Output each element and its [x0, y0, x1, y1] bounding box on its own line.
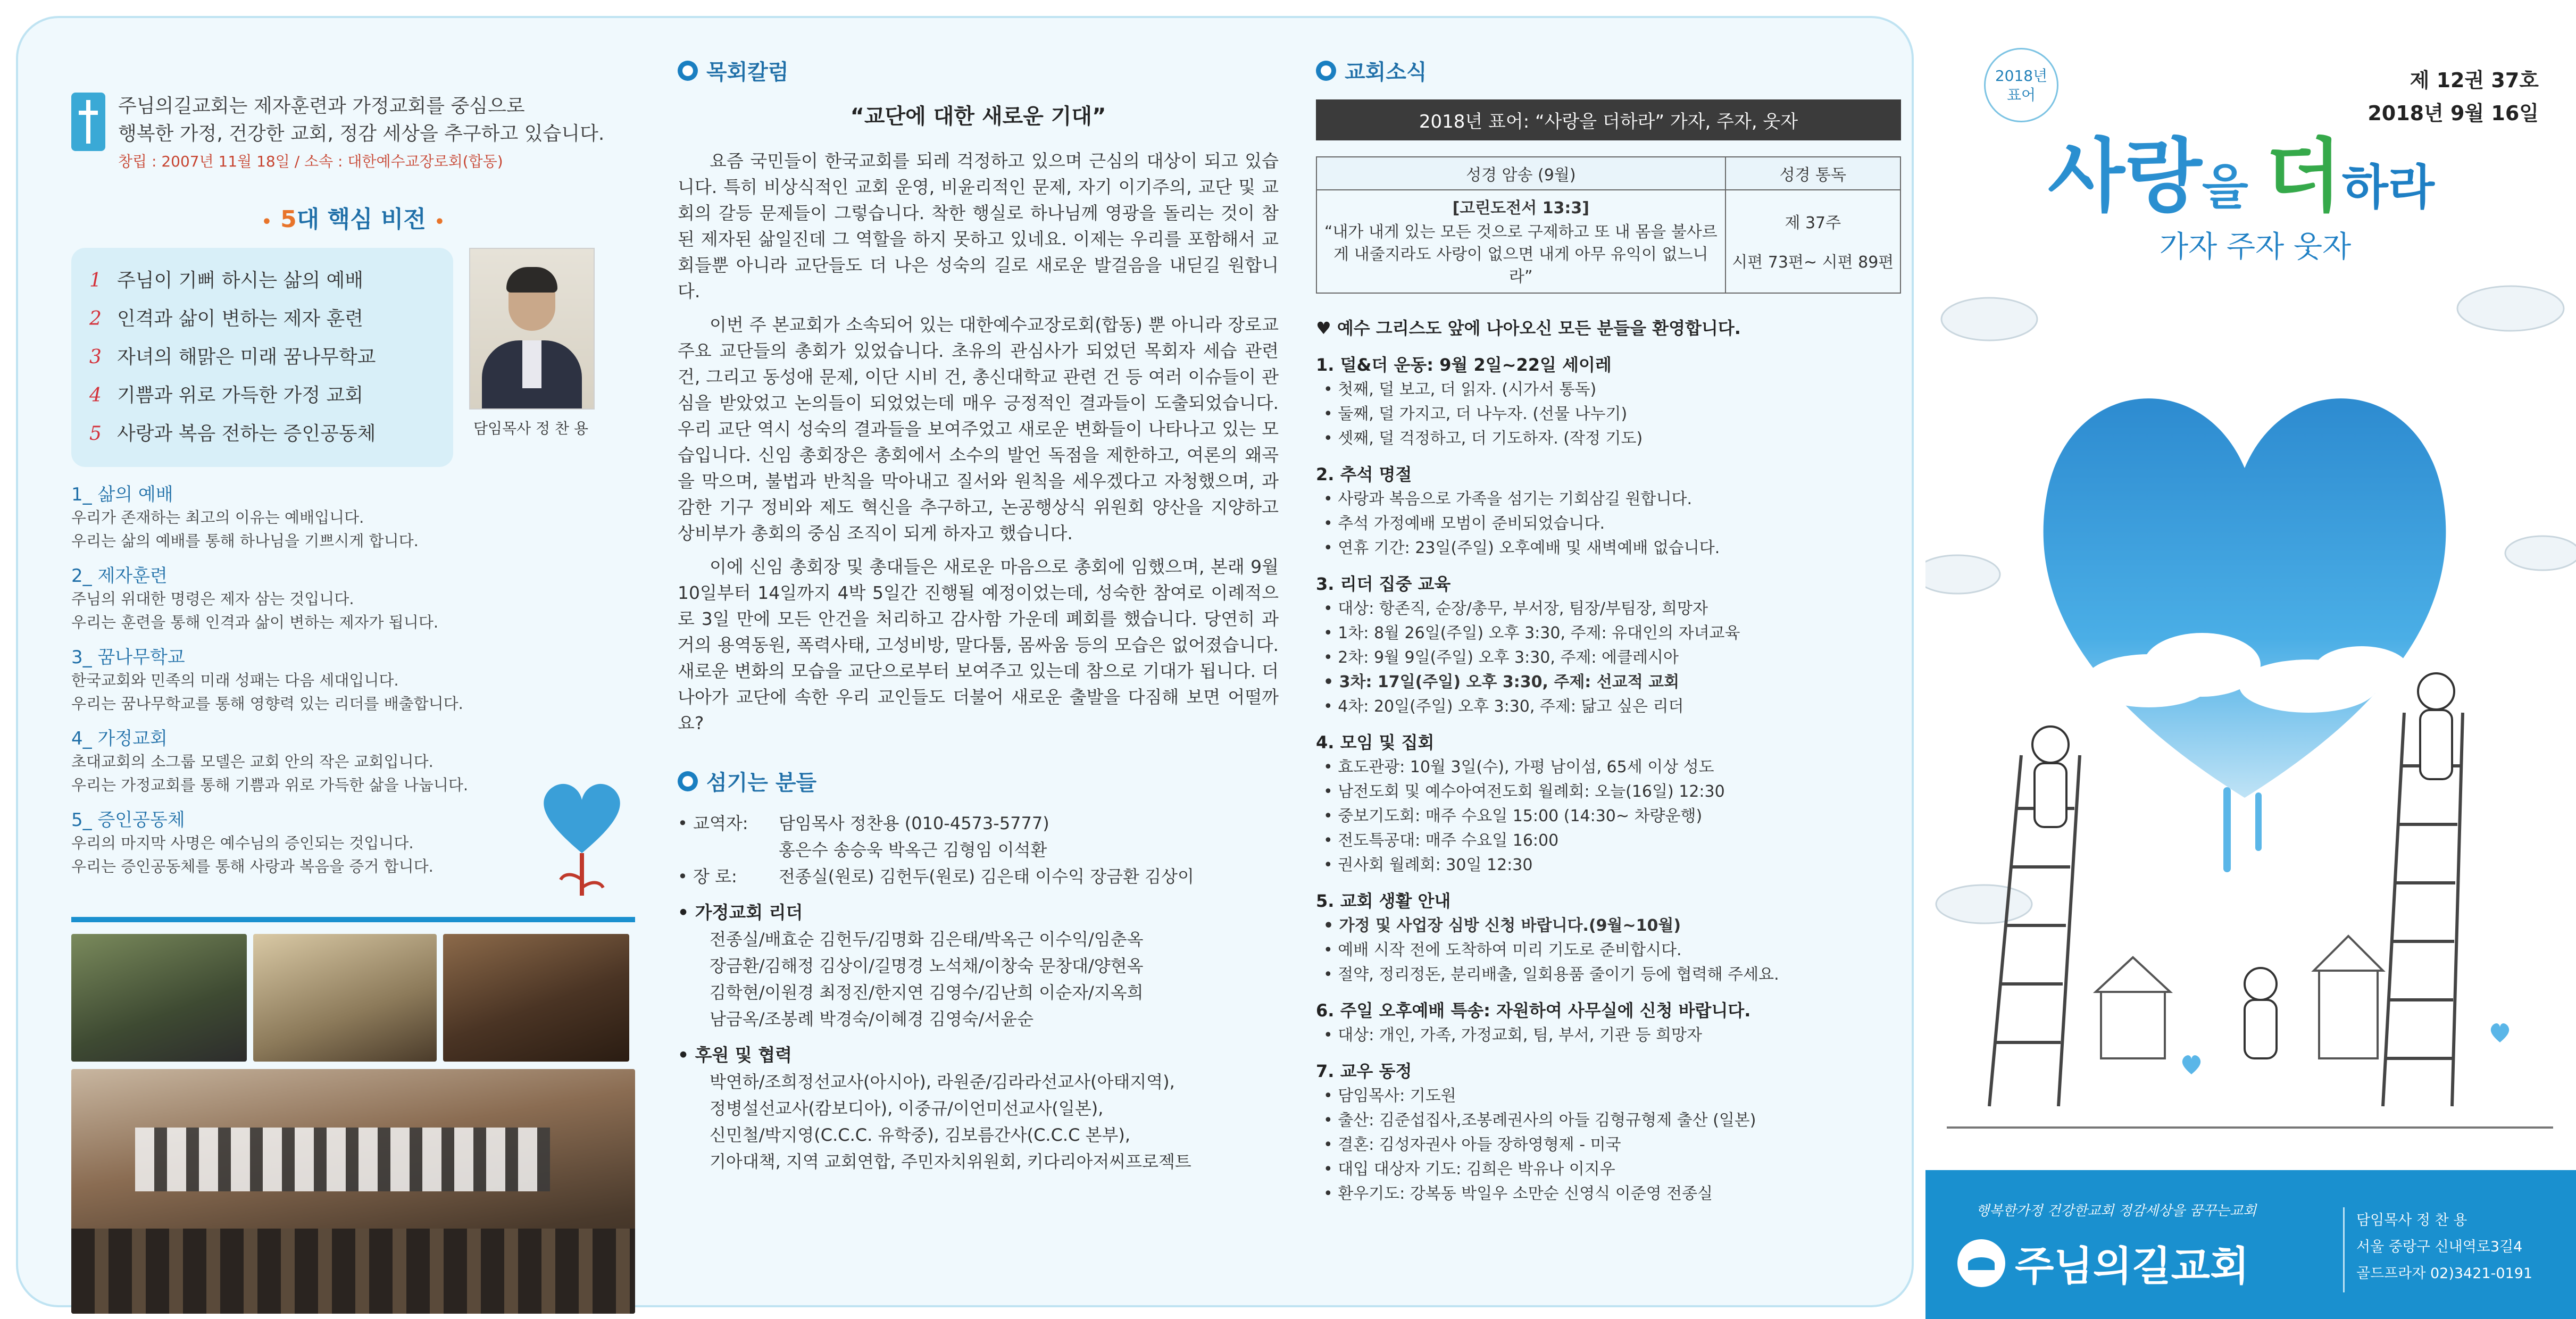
section-bullet-icon [678, 61, 698, 81]
verse-table-header: 성경 통독 [1725, 157, 1900, 190]
news-line: • 추석 가정예배 모범이 준비되었습니다. [1323, 514, 1605, 533]
vision-item [89, 377, 435, 415]
issue-date: 2018년 9월 16일 [2367, 102, 2539, 125]
vision-desc-title: 3_ 꿈나무학교 [71, 647, 185, 668]
vision-title-core: 핵심 [327, 206, 373, 233]
vision-number: 4 [89, 385, 102, 406]
section-title: 목회칼럼 [706, 60, 789, 85]
intro-line-1: 주님의길교회는 제자훈련과 가정교회를 중심으로 [118, 95, 525, 117]
year-badge-year: 2018년 [1995, 67, 2048, 85]
vision-desc-title: 2_ 제자훈련 [71, 565, 168, 587]
section-bullet-icon [678, 771, 698, 791]
vision-number: 2 [89, 308, 102, 330]
news-line: • 담임목사: 기도원 [1323, 1087, 1456, 1105]
intro-line-2: 행복한 가정, 건강한 교회, 정감 세상을 추구하고 있습니다. [118, 123, 605, 145]
section-header [678, 766, 1279, 796]
article-title: “교단에 대한 새로운 기대” [850, 104, 1106, 129]
vision-text: 주님이 기뻐 하시는 삶의 예배 [117, 270, 364, 291]
server-row [678, 810, 1279, 837]
verse-text: “내가 내게 있는 모든 것으로 구제하고 또 내 몸을 불사르게 내줄지라도 사랑이 없으면 내게 아무 유익이 없느니라” [1324, 223, 1718, 286]
vision-desc-line: 우리는 가정교회를 통해 기쁨과 위로 가득한 삶을 나눕니다. [71, 776, 469, 794]
year-badge [1984, 48, 2058, 122]
vision-item [89, 262, 435, 300]
church-name: 주님의길교회 [2015, 1242, 2249, 1290]
news-title: 6. 주일 오후예배 특송: 자원하여 사무실에 신청 바랍니다. [1316, 1000, 1751, 1021]
news-line: • 2차: 9월 9일(주일) 오후 3:30, 주제: 에클레시아 [1323, 648, 1679, 667]
vision-desc-line: 우리는 증인공동체를 통해 사랑과 복음을 증거 합니다. [71, 857, 433, 875]
cover-footer [1925, 1170, 2576, 1319]
vision-desc-line: 우리는 삶의 예배를 통해 하나님을 기쁘시게 합니다. [71, 532, 419, 550]
server-group-title: • 가정교회 리더 [678, 902, 803, 923]
server-row [678, 863, 1279, 890]
news-title: 2. 추석 명절 [1316, 464, 1412, 485]
founding-info: 창립 : 2007년 11월 18일 / 소속 : 대한예수교장로회(합동) [118, 153, 503, 170]
year-badge-label: 표어 [2006, 86, 2036, 104]
server-line: 기아대책, 지역 교회연합, 주민자치위원회, 키다리아저씨프로젝트 [710, 1151, 1191, 1172]
cover-title-particle: 을 [2202, 160, 2265, 215]
pastor-photo [469, 248, 595, 410]
news-line: • 전도특공대: 매주 수요일 16:00 [1323, 831, 1559, 850]
footer-tel: 골드프라자 02)3421-0191 [2356, 1265, 2533, 1282]
vision-item [89, 415, 435, 453]
news-title: 4. 모임 및 집회 [1316, 732, 1435, 753]
news-line: • 예배 시작 전에 도착하여 미리 기도로 준비합시다. [1323, 941, 1682, 959]
intro-meta [118, 150, 604, 171]
server-line: 장금환/김해정 김상이/길명경 노석채/이창숙 문창대/양현옥 [710, 956, 1144, 976]
servers-section [678, 766, 1279, 1175]
paragraph: 이번 주 본교회가 소속되어 있는 대한예수교장로회(합동) 뿐 아니라 장로교 주요 교단들의 총회가 있었습니다. 초유의 관심사가 되었던 목회자 세습 관련 건, 그리고 동성애 문제, 이단 시비 건, 총신대학교 관련 건 등 여러 이슈들이 관심을 받았었고 논의들이 되었었는데 매우 긍정적인 결과들이 도출되었습니다. 우리 교단 역시 성숙의 결과들을 보여주었고 새로운 변화들이 나타나고 있는 모습입니다. 신임 총회장은 총회에서 소수의 발언 독점을 제한하고, 여론의 왜곡을 막으며, 불법과 반칙을 막아내고 질서와 원칙을 세우겠다고 자청했으며, 과감한 기구 정비와 제도 혁신을 추구하고, 논공행상식 위원회 양산을 지양하고 상비부가 총회의 중심 조직이 되게 하자고 했습니다. [678, 314, 1279, 544]
server-key: • 장 로: [678, 866, 737, 887]
vision-text: 사랑과 복음 전하는 증인공동체 [117, 423, 376, 445]
worship-photo [71, 1069, 635, 1314]
news-title: 1. 덜&더 운동: 9월 2일~22일 세이레 [1316, 355, 1612, 375]
section-title: 섬기는 분들 [706, 771, 817, 795]
server-value: 담임목사 정찬용 (010-4573-5777) [779, 813, 1049, 833]
news-line: • 대상: 개인, 가족, 가정교회, 팀, 부서, 기관 등 희망자 [1323, 1026, 1702, 1045]
reading-week: 제 37주 [1785, 214, 1841, 232]
news-line: • 대입 대상자 기도: 김희은 박유나 이지우 [1323, 1160, 1615, 1179]
server-group-title: • 후원 및 협력 [678, 1045, 792, 1065]
photo-row [71, 934, 635, 1062]
news-line: • 결혼: 김성자권사 아들 장하영형제 - 미국 [1323, 1136, 1621, 1154]
footer-address: 서울 중랑구 신내역로3길4 [2356, 1239, 2523, 1255]
paragraph: 이에 신임 총회장 및 총대들은 새로운 마음으로 총회에 임했으며, 본래 9월 10일부터 14일까지 4박 5일간 진행될 예정이었는데, 성숙한 참여로 이례적으로 3일 만에 모든 안건을 처리하고 감사함 가운데 폐회를 했습니다. 당연히 과거의 용역동원, 폭력사태, 고성비방, 말다툼, 몸싸움 등의 모습은 없어졌습니다. 새로운 변화의 모습을 교단으로부터 보여주고 있는데 참으로 기대가 됩니다. 더 나아가 교단에 속한 우리 교인들도 더불어 새로운 출발을 다짐해 보면 어떨까요? [678, 556, 1279, 733]
news-line: • 효도관광: 10월 3일(수), 가평 남이섬, 65세 이상 성도 [1323, 758, 1714, 777]
news-line: • 중보기도회: 매주 수요일 15:00 (14:30~ 차량운행) [1323, 807, 1703, 825]
server-line: 신민철/박지영(C.C.C. 유학중), 김보름간사(C.C.C 본부), [710, 1125, 1131, 1145]
server-line: 남금옥/조봉례 박경숙/이혜경 김영숙/서윤순 [710, 1009, 1034, 1029]
issue-number: 제 12권 37호 [2410, 69, 2539, 92]
vision-desc-line: 주님의 위대한 명령은 제자 삼는 것입니다. [71, 590, 354, 608]
heart-painting-illustration [1925, 277, 2576, 1159]
vision-number: 5 [89, 423, 102, 445]
vision-title-end: 비전 [372, 206, 426, 233]
footer-info [2356, 1207, 2532, 1287]
section-header [1316, 55, 1901, 86]
cross-logo-icon [71, 93, 105, 151]
section-bullet-icon [1316, 61, 1336, 81]
heart-tree-icon [529, 773, 635, 933]
section-title: 교회소식 [1345, 60, 1427, 85]
vision-desc-line: 초대교회의 소그룹 모델은 교회 안의 작은 교회입니다. [71, 753, 433, 771]
verse-table [1316, 156, 1901, 294]
server-value: 홍은수 송승욱 박옥근 김형임 이석환 [779, 840, 1047, 860]
welcome-message: ♥ 예수 그리스도 앞에 나아오신 모든 분들을 환영합니다. [1316, 318, 1741, 338]
server-line: 정병설선교사(캄보디아), 이중규/이언미선교사(일본), [710, 1098, 1104, 1118]
group-photo-2 [253, 934, 437, 1062]
footer-logo [1957, 1234, 2249, 1292]
vision-desc-line: 우리는 훈련을 통해 인격과 삶이 변하는 제자가 됩니다. [71, 613, 439, 631]
server-line: 박연하/조희정선교사(아시아), 라원준/김라라선교사(아태지역), [710, 1072, 1175, 1092]
motto-bar: 2018년 표어: “사랑을 더하라” 가자, 주자, 웃자 [1316, 99, 1901, 140]
cover-subtitle: 가자 주자 웃자 [2160, 230, 2352, 264]
group-photo-1 [71, 934, 247, 1062]
dot-right: • [434, 213, 445, 231]
vision-item [89, 300, 435, 338]
server-key: • 교역자: [678, 813, 748, 833]
news-line: • 권사회 월례회: 30일 12:30 [1323, 856, 1533, 874]
church-intro [71, 93, 635, 171]
cover-title-more: 더 [2265, 130, 2342, 223]
article-body [678, 148, 1279, 736]
vision-title-word: 대 [296, 206, 328, 233]
cover-title-love: 사랑 [2048, 130, 2202, 223]
news-line: • 사랑과 복음으로 가족을 섬기는 기회삼길 원합니다. [1323, 490, 1693, 508]
news-title: 3. 리더 집중 교육 [1316, 574, 1451, 594]
inner-panel [16, 16, 1914, 1307]
news-line: • 가정 및 사업장 심방 신청 바랍니다.(9월~10월) [1323, 916, 1681, 935]
verse-reference: [고린도전서 13:3] [1452, 199, 1589, 218]
section-header [678, 55, 1279, 86]
news-line: • 대상: 항존직, 순장/총무, 부서장, 팀장/부팀장, 희망자 [1323, 599, 1708, 618]
vision-number: 1 [89, 270, 102, 291]
news-line: • 남전도회 및 예수아여전도회 월례회: 오늘(16일) 12:30 [1323, 782, 1725, 801]
news-line: • 환우기도: 강복동 박일우 소만순 신영식 이준영 전종실 [1323, 1184, 1713, 1203]
pastor-caption: 담임목사 정 찬 용 [473, 420, 589, 437]
footer-slogan: 행복한가정 건강한교회 정감세상을 꿈꾸는교회 [1976, 1203, 2257, 1219]
reading-range: 시편 73편~ 시편 89편 [1732, 253, 1894, 272]
server-line: 전종실/배효순 김헌두/김명화 김은태/박옥근 이수익/임춘옥 [710, 929, 1144, 949]
news-line: • 3차: 17일(주일) 오후 3:30, 주제: 선교적 교회 [1323, 673, 1680, 691]
vision-desc-title: 1_ 삶의 예배 [71, 484, 173, 505]
vision-text: 자녀의 해맑은 미래 꿈나무학교 [117, 346, 376, 368]
vision-title-num: 5 [280, 206, 297, 233]
news-line: • 첫째, 덜 보고, 더 읽자. (시가서 통독) [1323, 380, 1597, 399]
news-column [1316, 55, 1901, 1206]
news-line: • 1차: 8월 26일(주일) 오후 3:30, 주제: 유대인의 자녀교육 [1323, 624, 1740, 642]
news-line: • 둘째, 덜 가지고, 더 나누자. (선물 나누기) [1323, 405, 1628, 423]
vision-number: 3 [89, 346, 102, 368]
news-title: 7. 교우 동정 [1316, 1061, 1412, 1081]
verse-cell [1316, 190, 1725, 293]
cover-title-ending: 하라 [2342, 160, 2435, 215]
server-line: 김학현/이원경 최정진/한지연 김영수/김난희 이순자/지옥희 [710, 982, 1144, 1003]
news-line: • 4차: 20일(주일) 오후 3:30, 주제: 닮고 싶은 리더 [1323, 697, 1684, 716]
vision-desc-line: 우리의 마지막 사명은 예수님의 증인되는 것입니다. [71, 834, 414, 852]
divider [71, 917, 635, 922]
pastor-card [469, 248, 593, 438]
footer-pastor: 담임목사 정 찬 용 [2356, 1212, 2467, 1229]
vision-title [71, 200, 635, 234]
vision-desc-line: 한국교회와 민족의 미래 성패는 다음 세대입니다. [71, 671, 399, 689]
server-row [678, 837, 1279, 863]
cover-title [2048, 112, 2435, 227]
vision-list [71, 248, 453, 467]
vision-desc-line: 우리는 꿈나무학교를 통해 영향력 있는 리더를 배출합니다. [71, 695, 463, 713]
church-intro-text [118, 93, 604, 171]
news-title: 5. 교회 생활 안내 [1316, 891, 1451, 911]
reading-cell [1725, 190, 1900, 293]
server-value: 전종실(원로) 김헌두(원로) 김은태 이수익 장금환 김상이 [779, 866, 1194, 887]
vision-text: 인격과 삶이 변하는 제자 훈련 [117, 308, 364, 330]
verse-table-header: 성경 암송 (9월) [1316, 157, 1725, 190]
church-emblem-icon [1957, 1239, 2005, 1287]
vision-desc-title: 4_ 가정교회 [71, 728, 168, 749]
group-photo-3 [443, 934, 629, 1062]
vision-desc-title: 5_ 증인공동체 [71, 809, 185, 831]
news-line: • 연휴 기간: 23일(주일) 오후예배 및 새벽예배 없습니다. [1323, 539, 1720, 557]
server-key [678, 837, 779, 863]
news-line: • 절약, 정리정돈, 분리배출, 일회용품 줄이기 등에 협력해 주세요. [1323, 965, 1779, 984]
paragraph: 요즘 국민들이 한국교회를 되레 걱정하고 있으며 근심의 대상이 되고 있습니다. 특히 비상식적인 교회 운영, 비윤리적인 문제, 자기 이기주의, 교단 및 교회의 갈등 문제들이 그렇습니다. 착한 행실로 하나님께 영광을 돌리는 것이 참된 제자된 삶일진데 그 역할을 하지 못하고 있네요. 이제는 우리를 포함해서 교회들뿐 아니라 교단들도 더 나은 성숙의 길로 새로운 발걸음을 내딛길 원합니다. [678, 151, 1279, 302]
cover-panel [1925, 0, 2576, 1319]
news-line: • 출산: 김준섭집사,조봉례권사의 아들 김형규형제 출산 (일본) [1323, 1111, 1756, 1130]
vision-block [71, 248, 635, 467]
vision-column [71, 55, 635, 878]
news-list [1316, 352, 1901, 1206]
vision-desc-line: 우리가 존재하는 최고의 이유는 예배입니다. [71, 508, 364, 527]
dot-left: • [261, 213, 272, 231]
column-article [678, 55, 1279, 1175]
photo-gallery [71, 917, 635, 1314]
vision-item [89, 338, 435, 377]
divider [2343, 1207, 2345, 1292]
vision-text: 기쁨과 위로 가득한 가정 교회 [117, 385, 364, 406]
news-line: • 셋째, 덜 걱정하고, 더 기도하자. (작정 기도) [1323, 429, 1643, 448]
